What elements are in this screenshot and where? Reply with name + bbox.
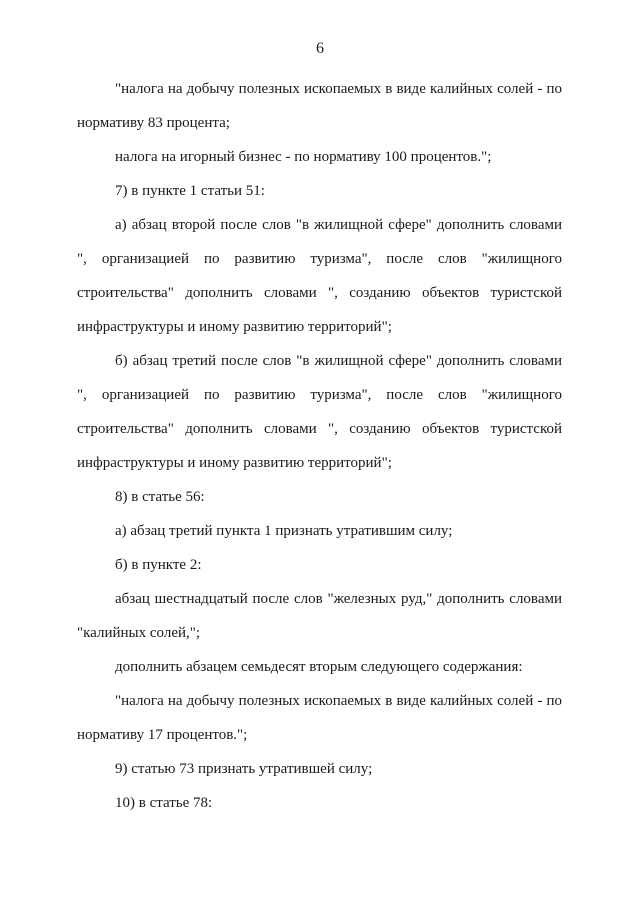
page-number: 6 — [316, 40, 324, 57]
document-body — [77, 72, 562, 820]
paragraph-item-8: 8) в статье 56: — [115, 489, 205, 505]
paragraph-item-7: 7) в пункте 1 статьи 51: — [115, 183, 265, 199]
paragraph-item-8b: б) в пункте 2: — [115, 557, 202, 573]
paragraph-item-7b: б) абзац третий после слов "в жилищной сфере" дополнить словами ", организацией по развитию туризма", после слов "жилищного строительства" дополнить словами ", созданию объектов туристской инфраструктуры и иному развитию территорий"; — [77, 353, 562, 471]
paragraph-item-10: 10) в статье 78: — [115, 795, 213, 811]
paragraph-gambling-tax: налога на игорный бизнес - по нормативу 100 процентов."; — [115, 149, 492, 165]
paragraph-item-8a: а) абзац третий пункта 1 признать утратившим силу; — [115, 523, 453, 539]
paragraph-sixteenth-abzac: абзац шестнадцатый после слов "железных руд," дополнить словами "калийных солей,"; — [77, 591, 562, 641]
paragraph-item-9: 9) статью 73 признать утратившей силу; — [115, 761, 373, 777]
paragraph-tax-potassium-17: "налога на добычу полезных ископаемых в виде калийных солей - по нормативу 17 процентов."; — [77, 693, 562, 743]
paragraph-add-abzac: дополнить абзацем семьдесят вторым следующего содержания: — [115, 659, 523, 675]
paragraph-item-7a: а) абзац второй после слов "в жилищной сфере" дополнить словами ", организацией по развитию туризма", после слов "жилищного строительства" дополнить словами ", созданию объектов туристской инфраструктуры и иному развитию территорий"; — [77, 217, 562, 335]
paragraph-tax-potassium-83: "налога на добычу полезных ископаемых в виде калийных солей - по нормативу 83 процента; — [77, 81, 562, 131]
